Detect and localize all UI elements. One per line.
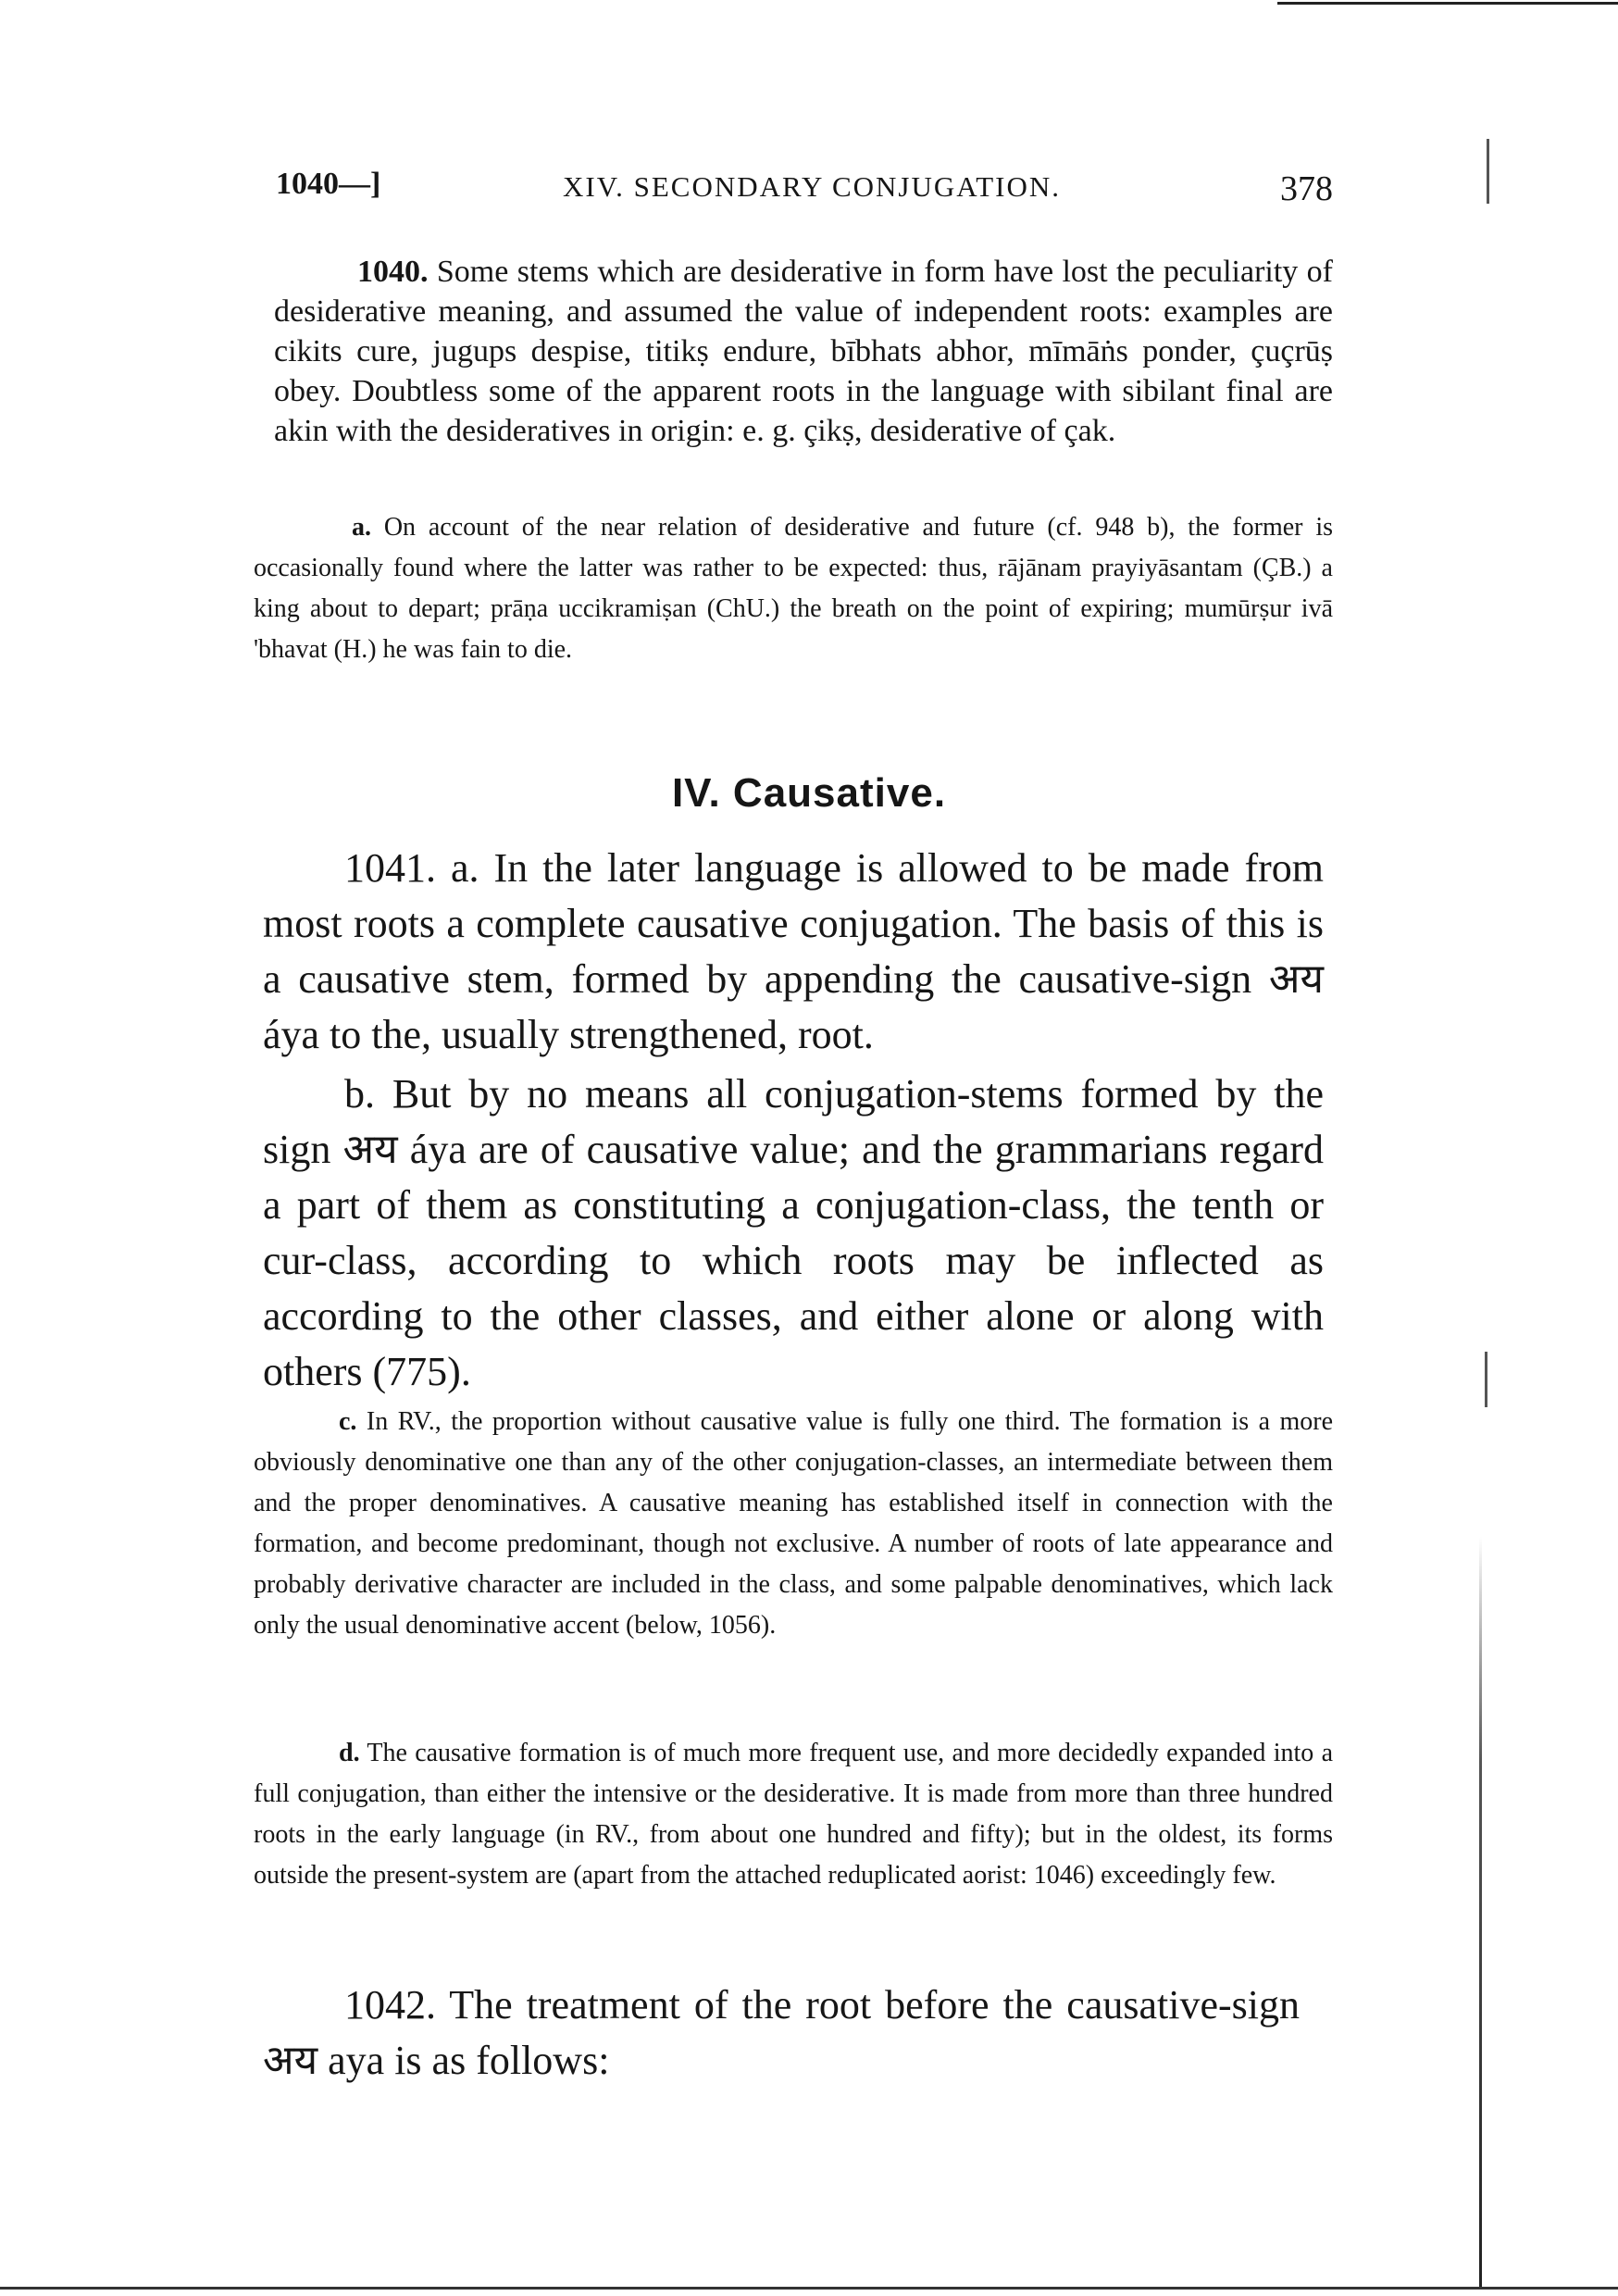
- paragraph-text: In RV., the proportion without causative value is fully one third. The formation is a more obviously denominative one than any of the other conjugation-classes, an intermediate between them and the proper denominatives. A causative meaning has established itself in connection with the formation, and become predominant, though not exclusive. A number of roots of late appearance and probably derivative character are included in the class, and some palpable denominatives, which lack only the usual denominative accent (below, 1056).: [254, 1407, 1333, 1640]
- paragraph-text: The causative formation is of much more frequent use, and more decidedly expanded into a full conjugation, than either the intensive or the desiderative. It is made from more than three hundred roots in the early language (in RV., from about one hundred and fifty); but in the oldest, its forms outside the present-system are (apart from the attached reduplicated aorist: 1046) exceedingly few.: [254, 1739, 1334, 1890]
- paragraph-1041-d: [254, 1733, 1333, 1896]
- paragraph-text: In the later language is allowed to be made from most roots a complete causative conjugation. The basis of this is a causative stem, formed by appending the causative-sign अय áya to the, usually strengthened, root.: [263, 845, 1325, 1057]
- paragraph-1042: [263, 1978, 1300, 2089]
- running-header: [276, 167, 1333, 222]
- paragraph-number: 1042.: [344, 1982, 436, 2028]
- top-page-rule: [1277, 2, 1618, 5]
- header-chapter-title: XIV. SECONDARY CONJUGATION.: [563, 170, 1061, 203]
- paragraph-1041-c: [254, 1402, 1333, 1646]
- binding-edge-shadow: [1479, 1537, 1482, 2287]
- page-number: 378: [1280, 169, 1333, 208]
- paragraph-1041-b: [263, 1067, 1324, 1400]
- paragraph-text: The treatment of the root before the causative-sign अय aya is as follows:: [263, 1982, 1300, 2083]
- margin-mark: [1485, 1352, 1487, 1407]
- paragraph-number: 1040.: [357, 255, 429, 289]
- paragraph-1041-a: [263, 841, 1324, 1063]
- bottom-page-rule: [0, 2287, 1618, 2290]
- paragraph-text: Some stems which are desiderative in form have lost the peculiarity of desiderative meaning, and assumed the value of independent roots: examples are cikits cure, jugups despise, titikṣ endure, bībhats abhor, mīmāṅs ponder, çuçrūṣ obey. Doubtless some of the apparent roots in the language with sibilant final are akin with the desideratives in origin: e. g. çikṣ, desiderative of çak.: [274, 255, 1333, 448]
- paragraph-1040: [274, 252, 1333, 451]
- section-heading: IV. Causative.: [671, 770, 947, 816]
- paragraph-text: On account of the near relation of desiderative and future (cf. 948 b), the former is occasionally found where the latter was rather to be expected: thus, rājānam prayiyāsantam (ÇB.) a king about to depart; prāṇa uccikramiṣan (ChU.) the breath on the point of expiring; mumūrṣur ivā 'bhavat (H.) he was fain to die.: [254, 513, 1333, 664]
- paragraph-label: a.: [352, 513, 371, 542]
- paragraph-label: d.: [339, 1739, 360, 1767]
- paragraph-label: 1041. a.: [344, 845, 479, 891]
- paragraph-1040-a: [254, 507, 1333, 670]
- paragraph-label: b.: [344, 1071, 375, 1117]
- header-section-ref: 1040—]: [276, 167, 381, 201]
- paragraph-label: c.: [339, 1407, 357, 1436]
- margin-mark: [1487, 139, 1489, 204]
- paragraph-text: But by no means all conjugation-stems formed by the sign अय áya are of causative value; and the grammarians regard a part of them as constituting a conjugation-class, the tenth or cur-class, according to which roots may be inflected as according to the other classes, and either alone or along with others (775).: [263, 1071, 1325, 1394]
